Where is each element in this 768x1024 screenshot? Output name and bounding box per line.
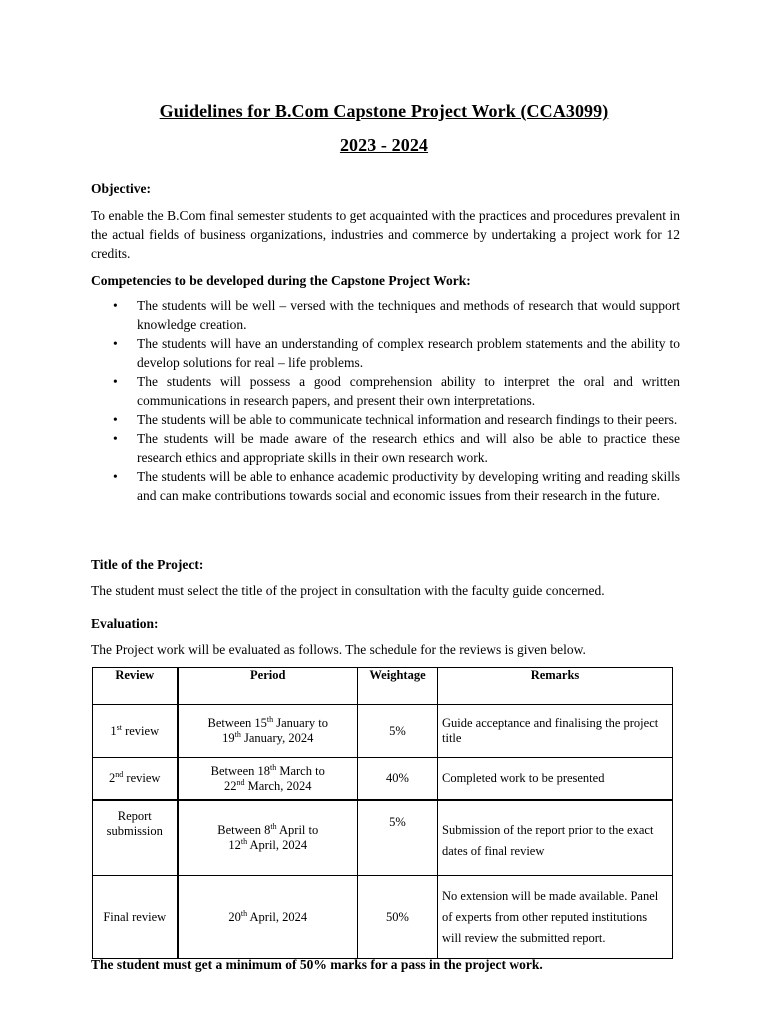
- bullet-icon: •: [113, 431, 118, 446]
- cell-remarks: Submission of the report prior to the exact dates of final review: [438, 800, 673, 876]
- cell-remarks: Guide acceptance and finalising the project title: [438, 705, 673, 758]
- competency-text: The students will be made aware of the research ethics and will also be able to practice these research ethics and appropriate skills in their own research work.: [137, 431, 680, 465]
- header-remarks: Remarks: [438, 668, 673, 705]
- cell-review: Final review: [93, 876, 178, 959]
- list-item: [91, 372, 680, 410]
- cell-review: Report submission: [93, 800, 178, 876]
- objective-text: To enable the B.Com final semester students to get acquainted with the practices and procedures prevalent in the actual fields of business organizations, industries and commerce by undertaking a project work for 12 credits.: [91, 208, 680, 261]
- cell-period: Between 18th March to 22nd March, 2024: [178, 758, 358, 801]
- cell-weightage: 40%: [358, 758, 438, 801]
- cell-remarks: No extension will be made available. Panel of experts from other reputed institutions will review the submitted report.: [438, 876, 673, 959]
- table-header-row: [93, 668, 673, 705]
- cell-remarks: Completed work to be presented: [438, 758, 673, 801]
- competencies-list: [91, 296, 680, 505]
- list-item: [91, 429, 680, 467]
- table-row: [93, 876, 673, 959]
- bullet-icon: •: [113, 336, 118, 351]
- cell-weightage: 50%: [358, 876, 438, 959]
- list-item: [91, 467, 680, 505]
- footer-note: The student must get a minimum of 50% marks for a pass in the project work.: [91, 957, 543, 972]
- title-text: The student must select the title of the project in consultation with the faculty guide concerned.: [91, 583, 605, 598]
- document-year: 2023 - 2024: [339, 135, 429, 155]
- cell-weightage: 5%: [358, 705, 438, 758]
- list-item: [91, 410, 680, 429]
- bullet-icon: •: [113, 374, 118, 389]
- header-period: Period: [178, 668, 358, 705]
- bullet-icon: •: [113, 469, 118, 484]
- cell-review: 1st review: [93, 705, 178, 758]
- cell-period: 20th April, 2024: [178, 876, 358, 959]
- cell-period: Between 15th January to 19th January, 2024: [178, 705, 358, 758]
- list-item: [91, 334, 680, 372]
- objective-heading: Objective:: [91, 181, 151, 196]
- competency-text: The students will possess a good comprehension ability to interpret the oral and written communications in research papers, and present their own interpretations.: [137, 374, 680, 408]
- header-weightage: Weightage: [358, 668, 438, 705]
- bullet-icon: •: [113, 412, 118, 427]
- header-review: Review: [93, 668, 178, 705]
- competency-text: The students will be able to communicate technical information and research findings to their peers.: [137, 412, 678, 427]
- table-row: [93, 705, 673, 758]
- cell-review: 2nd review: [93, 758, 178, 801]
- list-item: [91, 296, 680, 334]
- competency-text: The students will be able to enhance academic productivity by developing writing and reading skills and can make contributions towards social and economic issues from their research in the future.: [137, 469, 680, 503]
- evaluation-heading: Evaluation:: [91, 616, 159, 631]
- evaluation-text: The Project work will be evaluated as follows. The schedule for the reviews is given below.: [91, 642, 586, 657]
- document-title: Guidelines for B.Com Capstone Project Work (CCA3099): [159, 101, 609, 121]
- evaluation-table: [92, 667, 673, 959]
- cell-weightage: 5%: [358, 800, 438, 876]
- competencies-heading: Competencies to be developed during the Capstone Project Work:: [91, 273, 471, 288]
- cell-period: Between 8th April to 12th April, 2024: [178, 800, 358, 876]
- title-heading: Title of the Project:: [91, 557, 204, 572]
- competency-text: The students will be well – versed with the techniques and methods of research that would support knowledge creation.: [137, 298, 680, 332]
- competency-text: The students will have an understanding of complex research problem statements and the ability to develop solutions for real – life problems.: [137, 336, 680, 370]
- bullet-icon: •: [113, 298, 118, 313]
- table-row: [93, 758, 673, 801]
- table-row: [93, 800, 673, 876]
